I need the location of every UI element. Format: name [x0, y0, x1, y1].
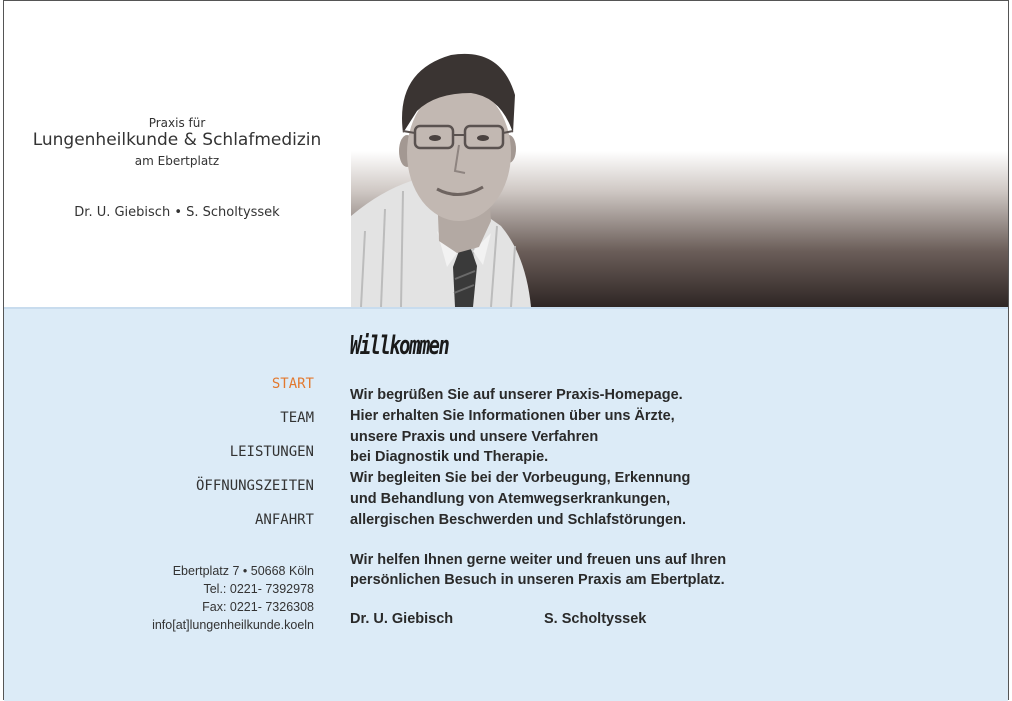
nav-item-start[interactable]: START [271, 376, 314, 392]
paragraph-line: Wir begrüßen Sie auf unserer Praxis-Homepage. [350, 387, 683, 403]
signature-giebisch: Dr. U. Giebisch [350, 611, 454, 628]
hero-banner [351, 1, 1008, 307]
paragraph-line: Wir begleiten Sie bei der Vorbeugung, Erkennung [350, 470, 691, 487]
contact-fax: Fax: 0221- 7326308 [202, 600, 314, 614]
contact-phone: Tel.: 0221- 7392978 [203, 582, 314, 596]
brand-line-1: Praxis für [148, 116, 206, 130]
brand-line-3: am Ebertplatz [134, 154, 220, 168]
main-navigation [196, 375, 314, 545]
signatures [350, 611, 950, 631]
page [3, 0, 1009, 700]
contact-email[interactable]: info[at]lungenheilkunde.koeln [152, 618, 314, 632]
contact-info [152, 562, 314, 634]
main-content-area [4, 307, 1008, 701]
paragraph-line: Hier erhalten Sie Informationen über uns Ärzte, [350, 407, 675, 424]
nav-item-oeffnungszeiten[interactable]: ÖFFNUNGSZEITEN [195, 478, 314, 494]
nav-item-leistungen[interactable]: LEISTUNGEN [229, 444, 314, 460]
doctor-portrait-image [351, 41, 551, 307]
welcome-paragraph-1 [350, 385, 950, 531]
contact-address: Ebertplatz 7 • 50668 Köln [172, 564, 314, 578]
paragraph-line: allergischen Beschwerden und Schlafstörungen. [350, 511, 686, 528]
paragraph-line: persönlichen Besuch in unseren Praxis am Ebertplatz. [350, 572, 725, 589]
welcome-paragraph-2 [350, 550, 950, 592]
paragraph-line: unsere Praxis und unsere Verfahren [350, 428, 599, 445]
signature-scholtyssek: S. Scholtyssek [544, 611, 647, 628]
practice-logo[interactable] [4, 1, 350, 307]
nav-item-anfahrt[interactable]: ANFAHRT [254, 512, 314, 528]
paragraph-line: und Behandlung von Atemwegserkrankungen, [350, 490, 671, 507]
brand-line-2: Lungenheilkunde & Schlafmedizin [32, 130, 322, 150]
header [4, 1, 1008, 307]
nav-item-team[interactable]: TEAM [280, 410, 314, 426]
paragraph-line: bei Diagnostik und Therapie. [350, 449, 549, 466]
page-title: Willkommen [350, 331, 449, 361]
welcome-section [350, 331, 950, 631]
brand-doctors: Dr. U. Giebisch • S. Scholtyssek [74, 205, 280, 220]
paragraph-line: Wir helfen Ihnen gerne weiter und freuen uns auf Ihren [350, 551, 727, 568]
